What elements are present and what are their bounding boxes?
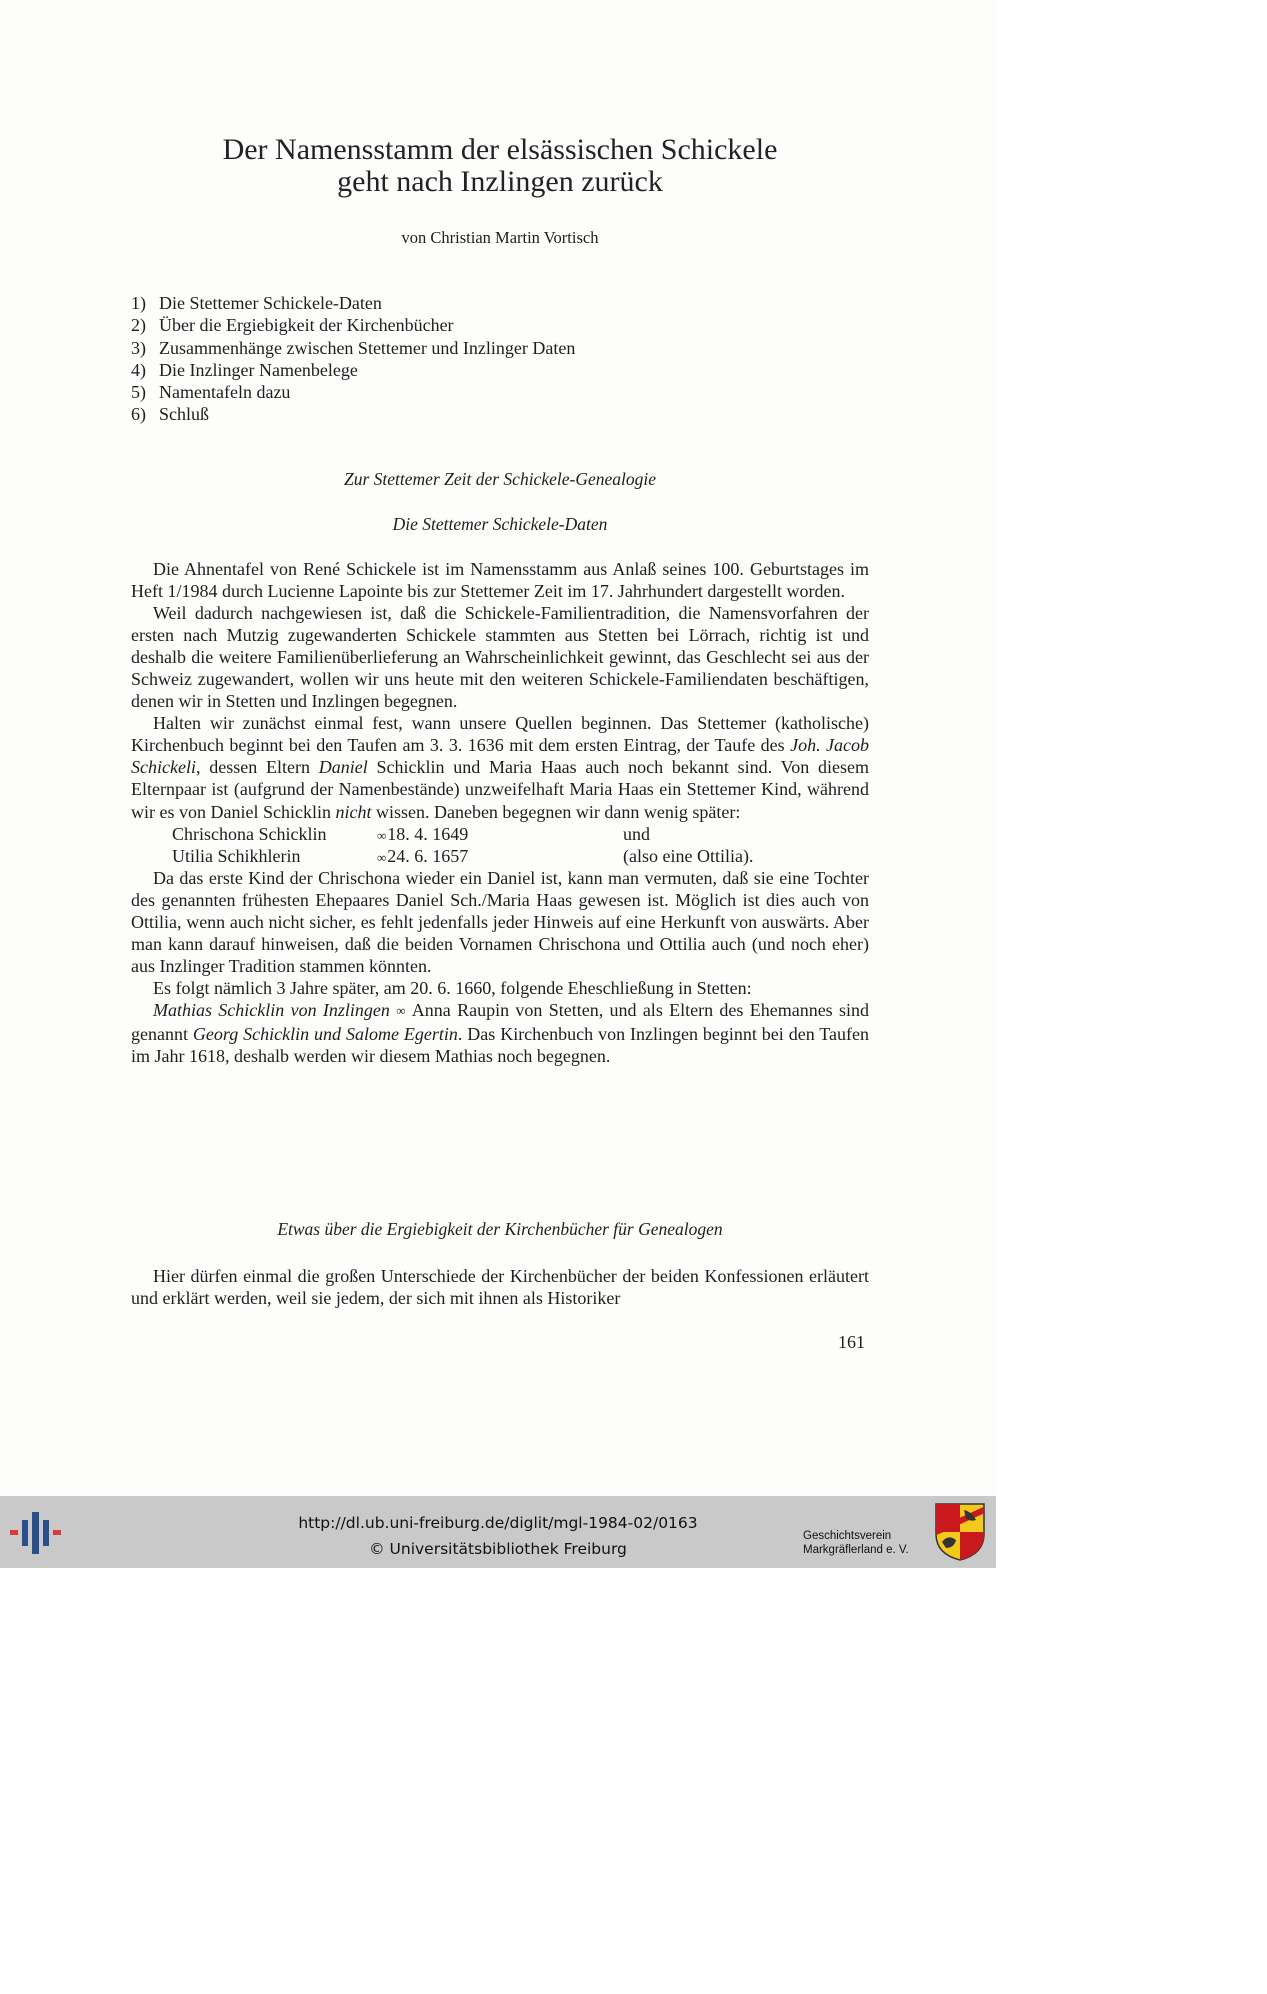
toc-item: [131, 381, 575, 403]
section-heading: Zur Stettemer Zeit der Schickele-Genealogie: [344, 469, 656, 489]
toc-number: 2): [131, 315, 146, 336]
toc-number: 5): [131, 382, 146, 403]
list-date: [377, 845, 468, 869]
marriage-symbol-icon: ∞: [377, 827, 384, 843]
toc-item: [131, 292, 575, 314]
toc-text: Die Stettemer Schickele-Daten: [159, 293, 382, 313]
table-of-contents: [131, 292, 575, 426]
paragraph: [131, 712, 869, 822]
italic-name: Georg Schicklin und Salome Egertin: [192, 1023, 458, 1044]
page-number: 161: [838, 1332, 865, 1352]
toc-item: [131, 359, 575, 381]
subsection-heading: Die Stettemer Schickele-Daten: [392, 514, 608, 534]
toc-text: Zusammenhänge zwischen Stettemer und Inzlinger Daten: [159, 337, 576, 358]
toc-text: Schluß: [159, 404, 210, 425]
toc-item: [131, 403, 575, 425]
toc-item: [131, 337, 575, 359]
society-name-line: Markgräflerland e. V.: [803, 1544, 909, 1556]
list-name: Chrischona Schicklin: [172, 823, 327, 844]
body-text-2: [131, 1265, 869, 1309]
paragraph: [131, 999, 869, 1067]
text-run: wissen. Daneben begegnen wir dann wenig später:: [371, 801, 741, 822]
text-run: . Das Kirchenbuch von Inzlingen beginnt bei den Taufen im Jahr 1618, deshalb werden wir diesem Mathias noch begegnen.: [131, 1023, 869, 1066]
italic-name: Daniel: [318, 757, 368, 778]
list-note: (also eine Ottilia).: [623, 845, 754, 866]
copyright-text: © Universitätsbibliothek Freiburg: [369, 1540, 627, 1558]
document-url-link[interactable]: http://dl.ub.uni-freiburg.de/diglit/mgl-1984-02/0163: [298, 1514, 698, 1532]
toc-item: [131, 314, 575, 336]
coat-of-arms-icon[interactable]: [934, 1502, 986, 1562]
paragraph: Weil dadurch nachgewiesen ist, daß die Schickele-Familientradition, die Namensvorfahren der ersten nach Mutzig zugewanderten Schickele stammten aus Stetten bei Lörrach, richtig ist und deshalb die weitere Familienüberlieferung an Wahrscheinlichkeit gewinnt, das Geschlecht sei aus der Schweiz zugewandert, wollen wir uns heute mit den weiteren Schickele-Familiendaten beschäftigen, denen wir in Stetten und Inzlingen begegnen.: [131, 603, 869, 712]
toc-text: Namentafeln dazu: [159, 382, 291, 403]
author-line: von Christian Martin Vortisch: [401, 228, 599, 247]
list-item: [131, 845, 869, 867]
paragraph: Die Ahnentafel von René Schickele ist im Namensstamm aus Anlaß seines 100. Geburtstages im Heft 1/1984 durch Lucienne Lapointe bis zur Stettemer Zeit im 17. Jahrhundert dargestellt worden.: [131, 559, 869, 602]
toc-number: 6): [131, 404, 146, 425]
text-run: Halten wir zunächst einmal fest, wann unsere Quellen beginnen. Das Stettemer (katholische) Kirchenbuch beginnt bei den Taufen am 3. 3. 1636 mit dem ersten Eintrag, der Taufe des: [131, 713, 869, 756]
toc-text: Die Inzlinger Namenbelege: [159, 359, 358, 380]
text-run: Anna Raupin von Stetten, und als Eltern des Ehemannes sind genannt: [131, 999, 870, 1044]
paragraph: Es folgt nämlich 3 Jahre später, am 20. 6. 1660, folgende Eheschließung in Stetten:: [153, 977, 752, 998]
toc-text: Über die Ergiebigkeit der Kirchenbücher: [159, 315, 454, 336]
title-line-2: geht nach Inzlingen zurück: [337, 165, 663, 198]
title-line-1: Der Namensstamm der elsässischen Schickele: [222, 133, 778, 166]
list-date: [377, 823, 468, 847]
marriage-symbol-icon: ∞: [377, 849, 384, 865]
italic-emphasis: nicht: [335, 801, 372, 822]
society-name: [803, 1529, 909, 1557]
marriage-symbol-icon: ∞: [396, 1002, 403, 1018]
section-heading-2: Etwas über die Ergiebigkeit der Kirchenbücher für Genealogen: [277, 1219, 723, 1239]
date-value: 18. 4. 1649: [387, 823, 469, 844]
society-name-line: Geschichtsverein: [803, 1530, 892, 1542]
italic-name: Mathias Schicklin von Inzlingen: [153, 999, 390, 1020]
article-title: [130, 134, 870, 198]
list-note: und: [623, 823, 650, 844]
italic-name: Joh. Jacob Schickeli: [131, 735, 870, 778]
text-run: , dessen Eltern: [195, 757, 319, 778]
body-text: [131, 558, 869, 1067]
list-name: Utilia Schikhlerin: [172, 845, 301, 866]
paragraph: Hier dürfen einmal die großen Unterschiede der Kirchenbücher der beiden Konfessionen erläutert und erklärt werden, weil sie jedem, der sich mit ihnen als Historiker: [131, 1266, 869, 1309]
paragraph: Da das erste Kind der Chrischona wieder ein Daniel ist, kann man vermuten, daß sie eine Tochter des genannten frühesten Ehepaares Daniel Sch./Maria Haas gewesen ist. Möglich ist dies auch von Ottilia, wenn auch nicht sicher, es fehlt jedenfalls jeder Hinweis auf eine Herkunft von auswärts. Aber man kann darauf hinweisen, daß die beiden Vornamen Chrischona und Ottilia auch (und noch eher) aus Inzlinger Tradition stammen könnten.: [131, 867, 869, 976]
text-run: Schicklin und Maria Haas auch noch bekannt sind. Von diesem Elternpaar ist (aufgrund der Namenbestände) unzweifelhaft Maria Haas ein Stettemer Kind, während wir es von Daniel Schicklin: [131, 757, 869, 822]
list-item: [131, 823, 869, 845]
toc-number: 4): [131, 359, 146, 380]
toc-number: 1): [131, 293, 146, 313]
toc-number: 3): [131, 337, 146, 358]
date-value: 24. 6. 1657: [387, 845, 469, 866]
